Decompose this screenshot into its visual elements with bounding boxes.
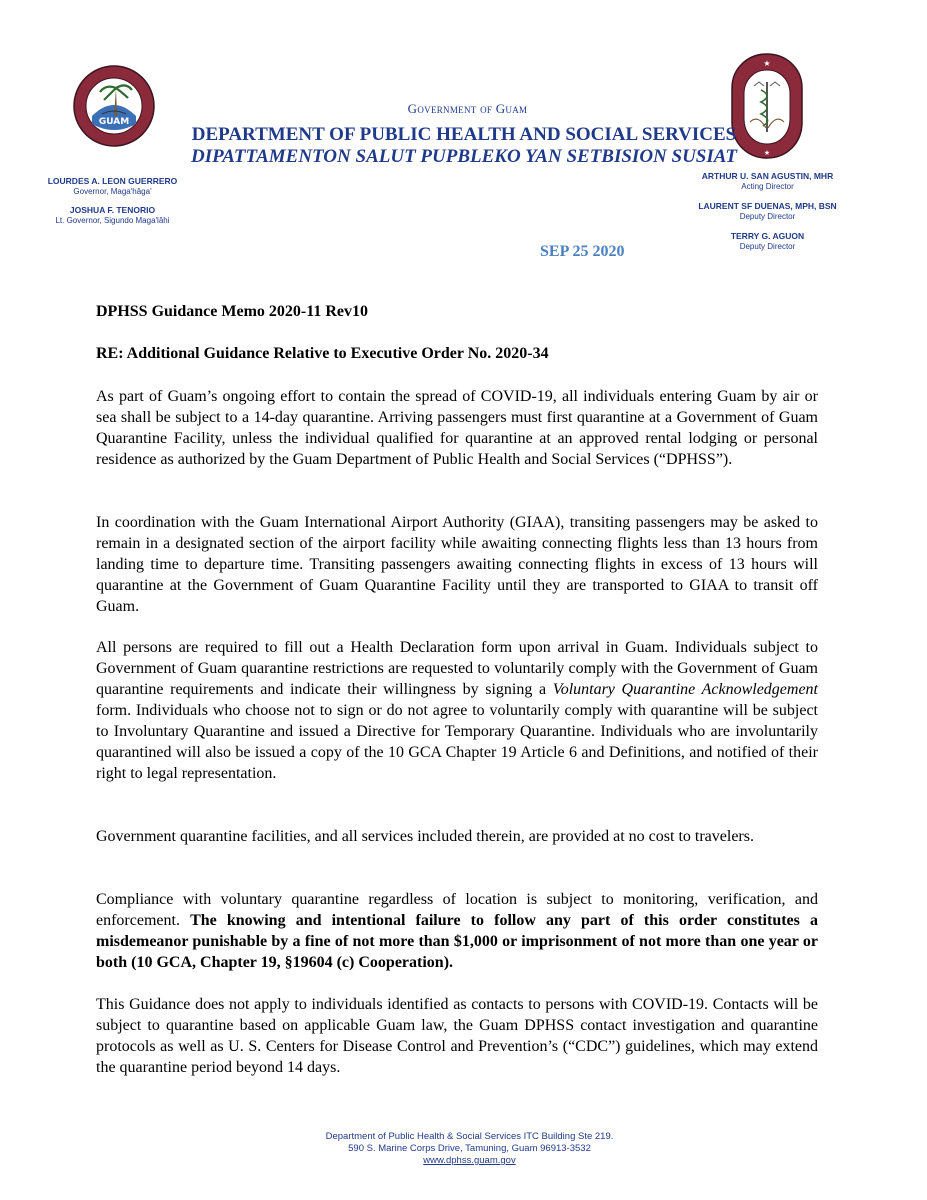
officials-right bbox=[675, 171, 860, 261]
footer bbox=[0, 1131, 927, 1167]
paragraph-compliance bbox=[96, 889, 818, 973]
government-of-guam: Government of Guam bbox=[407, 101, 528, 116]
official-lt-governor bbox=[30, 205, 195, 226]
official-title: Lt. Governor, Sigundo Maga'lâhi bbox=[55, 216, 170, 225]
footer-address-line-1: Department of Public Health & Social Services ITC Building Ste 219. bbox=[325, 1131, 614, 1142]
official-name: JOSHUA F. TENORIO bbox=[69, 205, 156, 215]
paragraph-health-declaration bbox=[96, 637, 818, 784]
memo-subject: RE: Additional Guidance Relative to Executive Order No. 2020-34 bbox=[96, 345, 549, 362]
svg-text:★: ★ bbox=[763, 149, 771, 157]
paragraph-contacts: This Guidance does not apply to individuals identified as contacts to persons with COVID-19. Contacts will be subject to quarantine based on applicable Guam law, the Guam DPHSS contact investigation and quarantine protocols as well as U. S. Centers for Disease Control and Prevention’s (“CDC”) guidelines, which may extend the quarantine period beyond 14 days. bbox=[96, 996, 818, 1076]
government-line bbox=[0, 101, 927, 117]
official-name: ARTHUR U. SAN AGUSTIN, MHR bbox=[701, 171, 834, 181]
department-name-chamorro: DIPATTAMENTON SALUT PUPBLEKO YAN SETBISION SUSIAT bbox=[190, 146, 737, 167]
paragraph-text: Compliance with voluntary quarantine regardless of location is subject to monitoring, verification, and enforcement. bbox=[96, 891, 818, 929]
paragraph-text: form. Individuals who choose not to sign or do not agree to voluntarily comply with quarantine will be subject to Involuntary Quarantine and issued a Directive for Temporary Quarantine. Individuals who are involuntarily quarantined will also be issued a copy of the 10 GCA Chapter 19 Article 6 and Definitions, and notified of their right to legal representation. bbox=[96, 702, 818, 782]
official-name: LAURENT SF DUENAS, MPH, BSN bbox=[698, 201, 837, 211]
svg-text:★: ★ bbox=[763, 59, 771, 68]
officials-left bbox=[30, 176, 195, 234]
website-link[interactable]: www.dphss.guam.gov bbox=[423, 1155, 516, 1166]
paragraph-transit-passengers: In coordination with the Guam International Airport Authority (GIAA), transiting passengers may be asked to remain in a designated section of the airport facility while awaiting connecting flights less than 13 hours from landing time to departure time. Transiting passengers awaiting connecting flights in excess of 13 hours will quarantine at the Government of Guam Quarantine Facility until they are transported to GIAA to transit off Guam. bbox=[96, 514, 818, 615]
official-deputy-director-2 bbox=[675, 231, 860, 252]
memo-title: DPHSS Guidance Memo 2020-11 Rev10 bbox=[96, 303, 368, 320]
official-title: Governor, Maga'hâga' bbox=[73, 187, 152, 196]
date-stamp: SEP 25 2020 bbox=[540, 243, 625, 260]
official-title: Deputy Director bbox=[739, 242, 796, 251]
department-name-english: DEPARTMENT OF PUBLIC HEALTH AND SOCIAL SERVICES bbox=[191, 124, 737, 145]
penalty-statement: The knowing and intentional failure to follow any part of this order constitutes a misdemeanor punishable by a fine of not more than $1,000 or imprisonment of not more than one year or both (10 GCA, Chapter 19, §19604 (c) Cooperation). bbox=[96, 912, 818, 971]
official-deputy-director-1 bbox=[675, 201, 860, 222]
form-name-italic: Voluntary Quarantine Acknowledgement bbox=[552, 681, 819, 698]
footer-address-line-2: 590 S. Marine Corps Drive, Tamuning, Guam 96913-3532 bbox=[348, 1143, 591, 1154]
paragraph-text: All persons are required to fill out a Health Declaration form upon arrival in Guam. Individuals subject to Government of Guam quarantine restrictions are requested to voluntarily comply with the Government of Guam quarantine requirements and indicate their willingness by signing a bbox=[96, 639, 818, 698]
official-title: Deputy Director bbox=[739, 212, 796, 221]
official-acting-director bbox=[675, 171, 860, 192]
paragraph-no-cost: Government quarantine facilities, and all services included therein, are provided at no cost to travelers. bbox=[96, 828, 754, 845]
svg-text:GUAM: GUAM bbox=[98, 117, 130, 127]
official-name: TERRY G. AGUON bbox=[730, 231, 805, 241]
official-governor bbox=[30, 176, 195, 197]
official-title: Acting Director bbox=[741, 182, 794, 191]
paragraph-quarantine-overview: As part of Guam’s ongoing effort to contain the spread of COVID-19, all individuals entering Guam by air or sea shall be subject to a 14-day quarantine. Arriving passengers must first quarantine at a Government of Guam Quarantine Facility, unless the individual qualified for quarantine at an approved rental lodging or personal residence as authorized by the Guam Department of Public Health and Social Services (“DPHSS”). bbox=[96, 388, 818, 468]
official-name: LOURDES A. LEON GUERRERO bbox=[47, 176, 178, 186]
